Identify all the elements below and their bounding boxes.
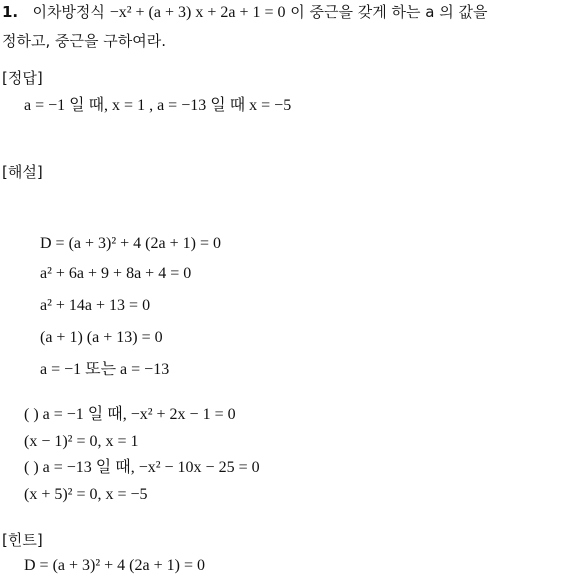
hint-heading: [힌트] [2,531,43,549]
problem-condition: 이 중근을 갖게 하는 a 의 값을 [290,3,488,21]
problem-number: 1. [2,3,19,21]
solution-case-1-result: (x − 1)² = 0, x = 1 [24,433,139,450]
solution-step-1: D = (a + 3)² + 4 (2a + 1) = 0 [40,235,221,252]
answer-text: a = −1 일 때, x = 1 , a = −13 일 때 x = −5 [24,97,292,114]
solution-heading: [해설] [2,163,43,181]
solution-case-2: ( ) a = −13 일 때, −x² − 10x − 25 = 0 [24,459,260,476]
problem-intro: 이차방정식 [32,3,105,21]
answer-heading: [정답] [2,69,43,87]
hint-text: D = (a + 3)² + 4 (2a + 1) = 0 [24,557,205,574]
problem-equation: −x² + (a + 3) x + 2a + 1 = 0 [109,4,286,21]
solution-step-3: a² + 14a + 13 = 0 [40,297,151,314]
solution-step-4: (a + 1) (a + 13) = 0 [40,329,163,346]
solution-step-2: a² + 6a + 9 + 8a + 4 = 0 [40,265,192,282]
solution-case-1: ( ) a = −1 일 때, −x² + 2x − 1 = 0 [24,406,236,423]
problem-line-2: 정하고, 중근을 구하여라. [2,32,166,50]
problem-line-1 [2,2,487,23]
solution-case-2-result: (x + 5)² = 0, x = −5 [24,486,148,503]
solution-step-5: a = −1 또는 a = −13 [40,361,170,378]
